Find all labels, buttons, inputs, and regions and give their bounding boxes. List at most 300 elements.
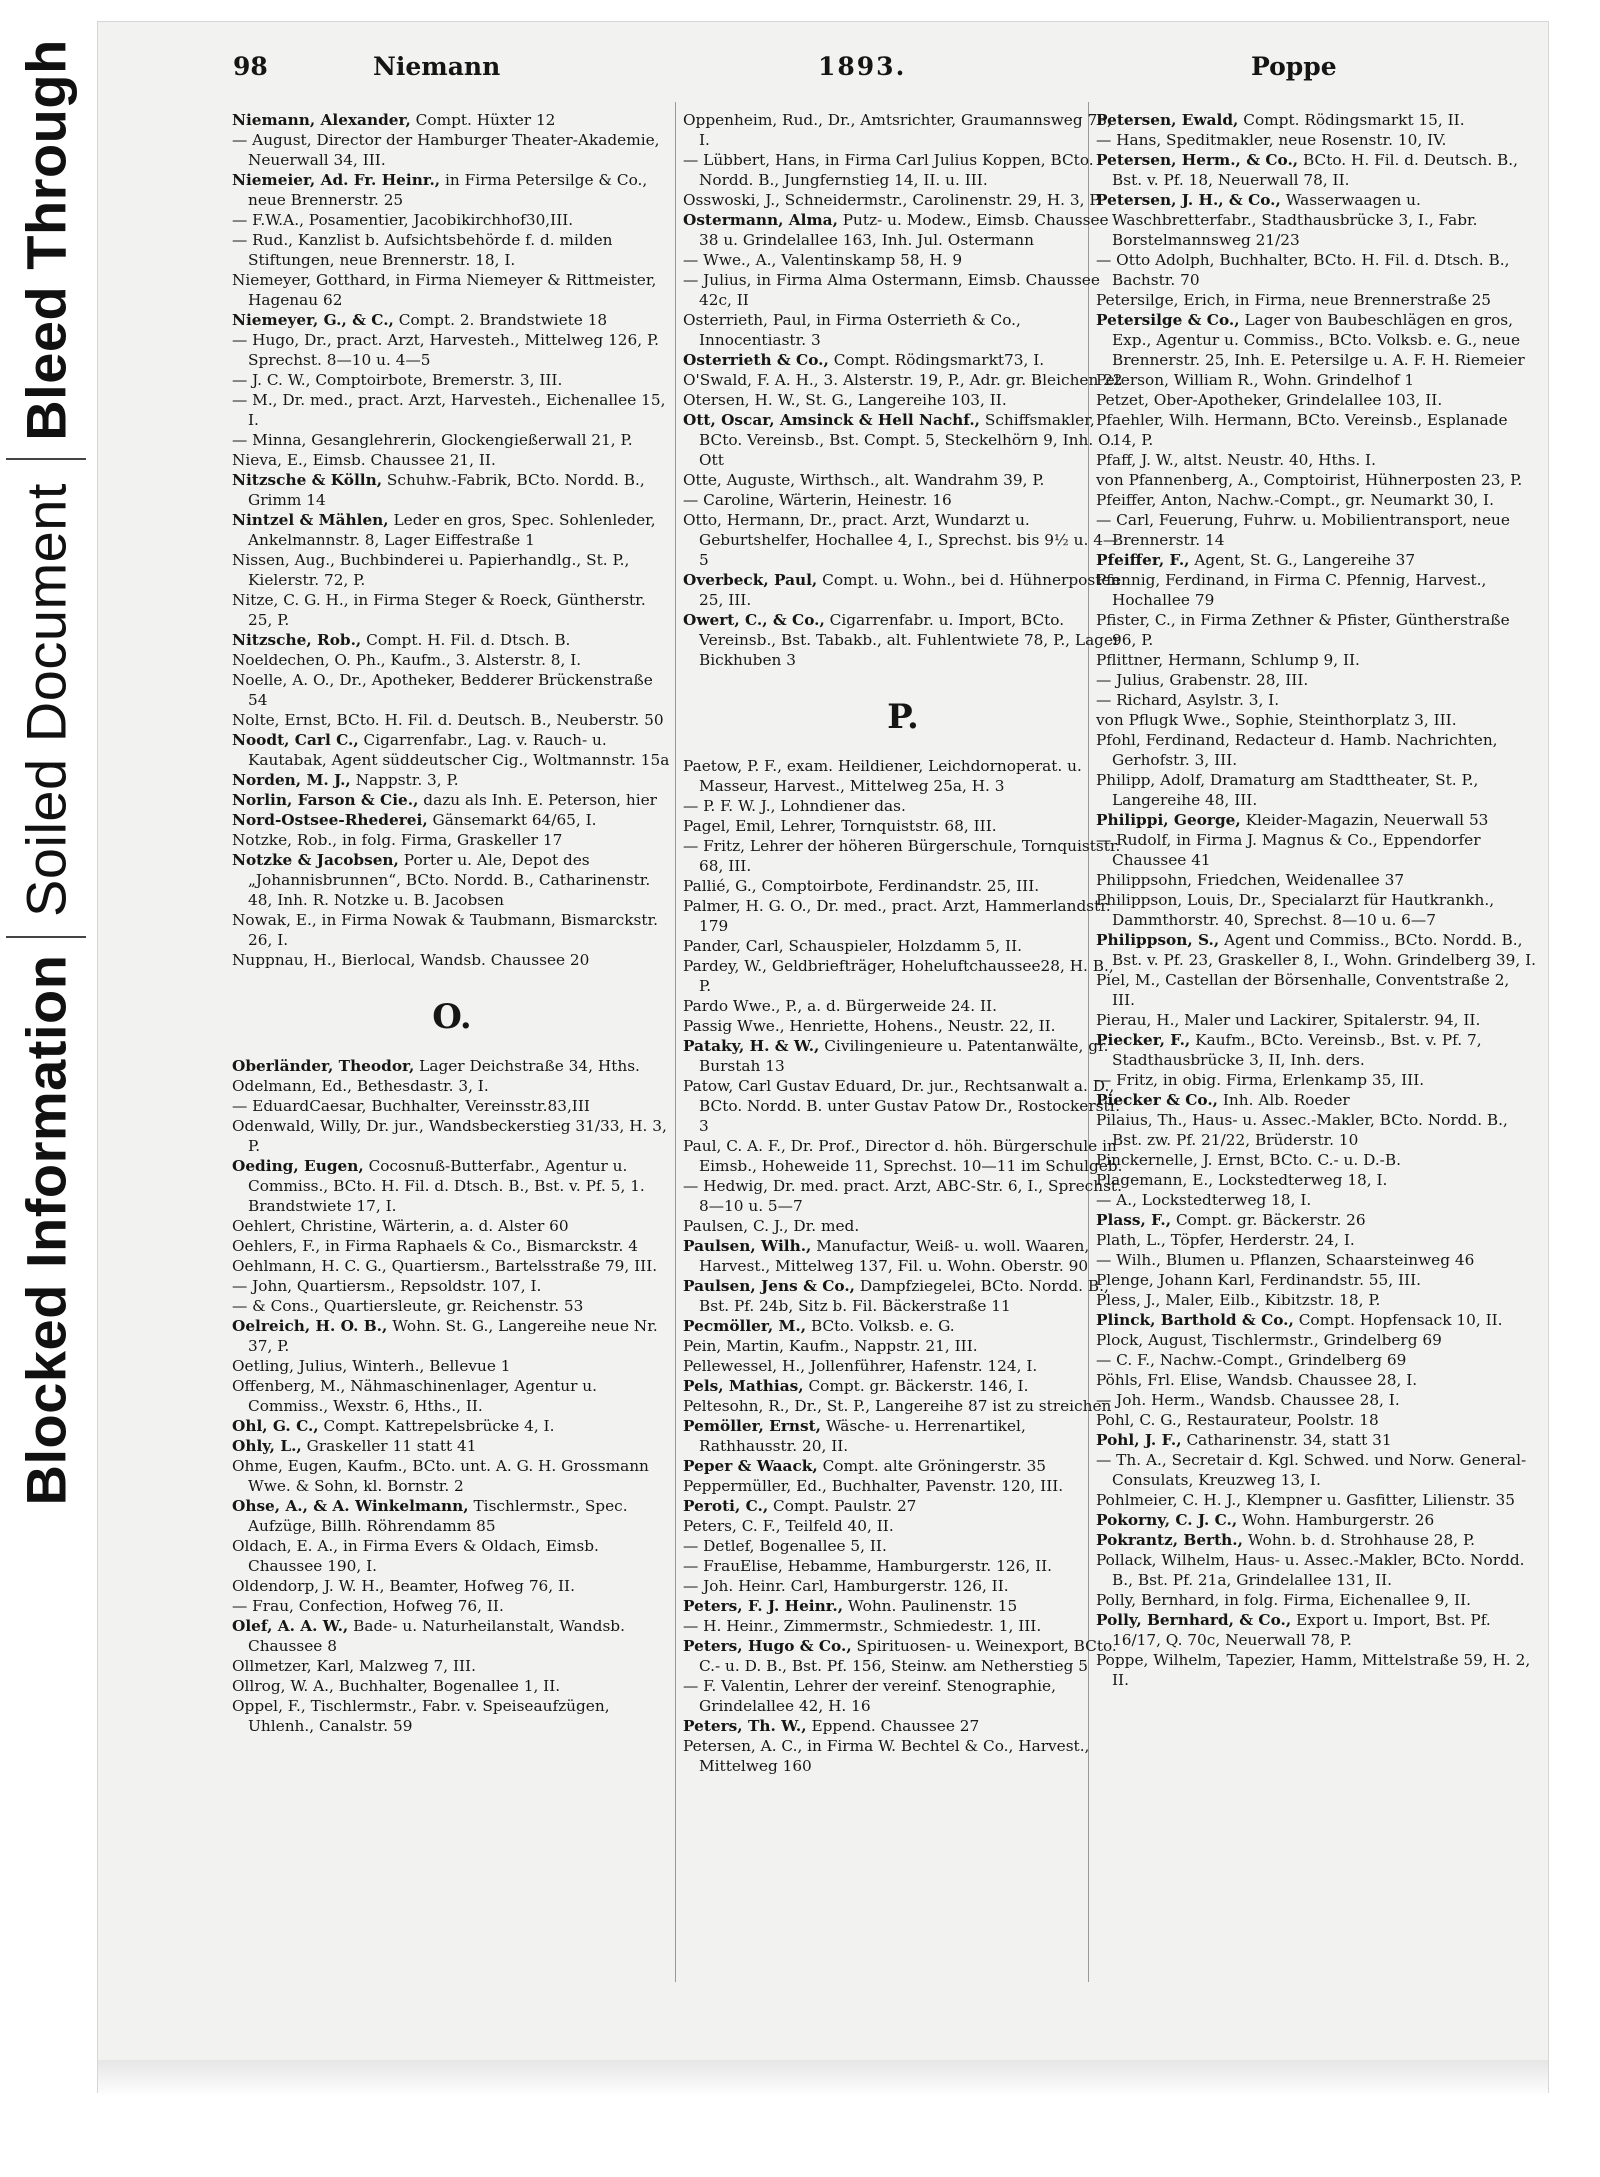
directory-entry bbox=[683, 270, 1123, 310]
entry-text: Nolte, Ernst, BCto. H. Fil. d. Deutsch. B., Neuberstr. 50 bbox=[232, 711, 664, 729]
entry-text: — Fritz, Lehrer der höheren Bürgerschule, Tornquiststr. 68, III. bbox=[683, 837, 1121, 875]
directory-entry bbox=[232, 210, 672, 230]
directory-entry bbox=[232, 1436, 672, 1456]
entry-name: Norden, M. J., bbox=[232, 771, 351, 789]
entry-text: Schuhw.-Fabrik, BCto. Nordd. B., Grimm 14 bbox=[248, 471, 645, 509]
directory-entry bbox=[232, 810, 672, 830]
entry-text: Otersen, H. W., St. G., Langereihe 103, II. bbox=[683, 391, 1007, 409]
entry-text: Compt. u. Wohn., bei d. Hühnerposten 25, III. bbox=[699, 571, 1121, 609]
entry-text: Ollrog, W. A., Buchhalter, Bogenallee 1, II. bbox=[232, 1677, 561, 1695]
directory-entry bbox=[232, 430, 672, 450]
entry-text: Agent, St. G., Langereihe 37 bbox=[1194, 551, 1416, 569]
directory-entry bbox=[683, 250, 1123, 270]
directory-entry bbox=[683, 1216, 1123, 1236]
entry-text: Tischlermstr., Spec. Aufzüge, Billh. Röhrendamm 85 bbox=[248, 1497, 628, 1535]
directory-entry bbox=[683, 876, 1123, 896]
entry-text: — Wilh., Blumen u. Pflanzen, Schaarsteinweg 46 bbox=[1096, 1251, 1475, 1269]
entry-text: Peters, C. F., Teilfeld 40, II. bbox=[683, 1517, 894, 1535]
entry-text: Porter u. Ale, Depot des „Johannisbrunnen“, BCto. Nordd. B., Catharinenstr. 48, Inh. R. Notzke u. B. Jacobsen bbox=[248, 851, 651, 909]
entry-text: Oehlert, Christine, Wärterin, a. d. Alster 60 bbox=[232, 1217, 569, 1235]
directory-entry bbox=[1096, 550, 1536, 570]
directory-entry bbox=[1096, 1270, 1536, 1290]
entry-text: Eppend. Chaussee 27 bbox=[811, 1717, 980, 1735]
entry-name: Peters, F. J. Heinr., bbox=[683, 1597, 844, 1615]
directory-entry bbox=[1096, 1230, 1536, 1250]
directory-entry bbox=[232, 1696, 672, 1736]
directory-entry bbox=[683, 1456, 1123, 1476]
entry-text: Compt. gr. Bäckerstr. 146, I. bbox=[808, 1377, 1029, 1395]
entry-text: von Pflugk Wwe., Sophie, Steinthorplatz 3, III. bbox=[1096, 711, 1457, 729]
entry-text: Petersilge, Erich, in Firma, neue Brennerstraße 25 bbox=[1096, 291, 1492, 309]
entry-text: Pfennig, Ferdinand, in Firma C. Pfennig, Harvest., Hochallee 79 bbox=[1096, 571, 1487, 609]
directory-entry bbox=[683, 470, 1123, 490]
directory-entry bbox=[232, 1416, 672, 1436]
entry-text: — P. F. W. J., Lohndiener das. bbox=[683, 797, 906, 815]
entry-text: Nitze, C. G. H., in Firma Steger & Roeck, Güntherstr. 25, P. bbox=[232, 591, 646, 629]
directory-entry bbox=[683, 956, 1123, 996]
directory-entry bbox=[232, 910, 672, 950]
entry-text: Pfohl, Ferdinand, Redacteur d. Hamb. Nachrichten, Gerhofstr. 3, III. bbox=[1096, 731, 1498, 769]
entry-text: Philipp, Adolf, Dramaturg am Stadttheater, St. P., Langereihe 48, III. bbox=[1096, 771, 1479, 809]
entry-text: Wohn. St. G., Langereihe neue Nr. 37, P. bbox=[248, 1317, 658, 1355]
directory-entry bbox=[232, 1116, 672, 1156]
directory-entry bbox=[232, 370, 672, 390]
entry-text: — Hugo, Dr., pract. Arzt, Harvestеh., Mittelweg 126, P. Sprechst. 8—10 u. 4—5 bbox=[232, 331, 660, 369]
entry-text: BCto. H. Fil. d. Deutsch. B., Bst. v. Pf. 18, Neuerwall 78, II. bbox=[1112, 151, 1519, 189]
directory-entry bbox=[683, 896, 1123, 936]
entry-text: Compt. alte Gröningerstr. 35 bbox=[822, 1457, 1047, 1475]
column-rule bbox=[675, 102, 676, 1982]
entry-name: Nitzsche & Kölln, bbox=[232, 471, 383, 489]
directory-entry bbox=[1096, 370, 1536, 390]
directory-entry bbox=[1096, 710, 1536, 730]
entry-name: Olef, A. A. W., bbox=[232, 1617, 349, 1635]
directory-entry bbox=[232, 730, 672, 770]
entry-text: Peppermüller, Ed., Buchhalter, Pavenstr. 120, III. bbox=[683, 1477, 1064, 1495]
header-year: 1893. bbox=[818, 52, 907, 81]
directory-entry bbox=[683, 1576, 1123, 1596]
entry-text: — August, Director der Hamburger Theater-Akademie, Neuerwall 34, III. bbox=[232, 131, 660, 169]
directory-entry bbox=[232, 1276, 672, 1296]
directory-entry bbox=[1096, 1330, 1536, 1350]
entry-name: Norlin, Farson & Cie., bbox=[232, 791, 419, 809]
directory-entry bbox=[1096, 870, 1536, 890]
entry-text: Pollack, Wilhelm, Haus- u. Assec.-Makler, BCto. Nordd. B., Bst. Pf. 21a, Grindelallee 131, II. bbox=[1096, 1551, 1525, 1589]
directory-entry bbox=[232, 550, 672, 590]
entry-text: Cigarrenfabr. u. Import, BCto. Vereinsb., Bst. Tabakb., alt. Fuhlentwiete 78, P., Lager Bickhuben 3 bbox=[699, 611, 1121, 669]
directory-entry bbox=[1096, 1310, 1536, 1330]
directory-entry bbox=[1096, 1170, 1536, 1190]
directory-entry bbox=[683, 370, 1123, 390]
entry-text: — EduardCaesar, Buchhalter, Vereinsstr.83,III bbox=[232, 1097, 590, 1115]
directory-entry bbox=[683, 1516, 1123, 1536]
entry-text: Wohn. Hamburgerstr. 26 bbox=[1242, 1511, 1435, 1529]
directory-entry bbox=[683, 1636, 1123, 1676]
directory-entry bbox=[1096, 1070, 1536, 1090]
entry-text: Polly, Bernhard, in folg. Firma, Eichenallee 9, II. bbox=[1096, 1591, 1471, 1609]
entry-text: Petersen, A. C., in Firma W. Bechtel & Co., Harvest., Mittelweg 160 bbox=[683, 1737, 1090, 1775]
directory-entry bbox=[683, 1716, 1123, 1736]
directory-entry bbox=[232, 790, 672, 810]
entry-text: Pohlmeier, C. H. J., Klempner u. Gasfitter, Lilienstr. 35 bbox=[1096, 1491, 1515, 1509]
entry-text: Ollmetzer, Karl, Malzweg 7, III. bbox=[232, 1657, 476, 1675]
directory-entry bbox=[232, 670, 672, 710]
entry-text: Patow, Carl Gustav Eduard, Dr. jur., Rechtsanwalt a. D., BCto. Nordd. B. unter Gustav Patow Dr., Rostockerstr. 3 bbox=[683, 1077, 1121, 1135]
entry-name: Niemeier, Ad. Fr. Heinr., bbox=[232, 171, 441, 189]
directory-entry bbox=[1096, 650, 1536, 670]
directory-entry bbox=[232, 850, 672, 910]
directory-entry bbox=[1096, 510, 1536, 550]
entry-text: Pohl, C. G., Restaurateur, Poolstr. 18 bbox=[1096, 1411, 1379, 1429]
entry-text: Compt. Kattrepelsbrücke 4, I. bbox=[323, 1417, 555, 1435]
entry-text: Lager von Baubeschlägen en gros, Exp., Agentur u. Commiss., BCto. Volksb. e. G., neue Brennerstr. 25, Inh. E. Petersilge u. A. F. H. Riemeier bbox=[1112, 311, 1525, 369]
directory-entry bbox=[1096, 1010, 1536, 1030]
entry-text: Odenwald, Willy, Dr. jur., Wandsbeckerstieg 31/33, H. 3, P. bbox=[232, 1117, 667, 1155]
entry-text: Paetow, P. F., exam. Heildiener, Leichdornoperat. u. Masseur, Harvest., Mittelweg 25a, H. 3 bbox=[683, 757, 1082, 795]
entry-text: Niemeyer, Gotthard, in Firma Niemeyer & Rittmeister, Hagenau 62 bbox=[232, 271, 657, 309]
document-page bbox=[98, 22, 1548, 2092]
directory-entry bbox=[683, 410, 1123, 470]
entry-text: Wohn. b. d. Strohhause 28, P. bbox=[1247, 1531, 1476, 1549]
entry-text: Putz- u. Modew., Eimsb. Chaussee 38 u. Grindelallee 163, Inh. Jul. Ostermann bbox=[699, 211, 1109, 249]
entry-name: Noodt, Carl C., bbox=[232, 731, 359, 749]
entry-text: — Carl, Feuerung, Fuhrw. u. Mobilientransport, neue Brennerstr. 14 bbox=[1096, 511, 1510, 549]
entry-text: — J. C. W., Comptoirbote, Bremerstr. 3, III. bbox=[232, 371, 563, 389]
entry-text: Cigarrenfabr., Lag. v. Rauch- u. Kautabak, Agent süddeutscher Cig., Woltmannstr. 15a bbox=[248, 731, 670, 769]
entry-name: Peroti, C., bbox=[683, 1497, 769, 1515]
directory-entry bbox=[683, 510, 1123, 570]
entry-text: Palmer, H. G. O., Dr. med., pract. Arzt, Hammerlandstr. 179 bbox=[683, 897, 1111, 935]
directory-entry bbox=[1096, 1030, 1536, 1070]
directory-entry bbox=[232, 1456, 672, 1496]
directory-entry bbox=[1096, 610, 1536, 650]
entry-name: Pels, Mathias, bbox=[683, 1377, 804, 1395]
entry-text: Pardey, W., Geldbriefträger, Hoheluftchaussee28, H. B., P. bbox=[683, 957, 1114, 995]
entry-text: — Fritz, in obig. Firma, Erlenkamp 35, III. bbox=[1096, 1071, 1425, 1089]
directory-entry bbox=[683, 1736, 1123, 1776]
entry-text: Peltesohn, R., Dr., St. P., Langereihe 87 ist zu streichen bbox=[683, 1397, 1112, 1415]
entry-text: Notzke, Rob., in folg. Firma, Graskeller 17 bbox=[232, 831, 563, 849]
directory-entry bbox=[683, 570, 1123, 610]
entry-text: Lager Deichstraße 34, Hths. bbox=[419, 1057, 640, 1075]
entry-text: Plagemann, E., Lockstedterweg 18, I. bbox=[1096, 1171, 1388, 1189]
directory-entry bbox=[1096, 1210, 1536, 1230]
directory-entry bbox=[683, 1336, 1123, 1356]
directory-entry bbox=[683, 936, 1123, 956]
page-bottom-edge bbox=[98, 2060, 1548, 2098]
entry-text: Poppe, Wilhelm, Tapezier, Hamm, Mittelstraße 59, H. 2, II. bbox=[1096, 1651, 1531, 1689]
directory-entry bbox=[1096, 1190, 1536, 1210]
directory-entry bbox=[1096, 410, 1536, 450]
directory-entry bbox=[1096, 690, 1536, 710]
entry-text: Export u. Import, Bst. Pf. 16/17, Q. 70c, Neuerwall 78, P. bbox=[1112, 1611, 1491, 1649]
entry-text: dazu als Inh. E. Peterson, hier bbox=[423, 791, 657, 809]
entry-text: in Firma Petersilge & Co., neue Brennerstr. 25 bbox=[248, 171, 648, 209]
entry-text: Compt. Paulstr. 27 bbox=[773, 1497, 917, 1515]
entry-text: — A., Lockstedterweg 18, I. bbox=[1096, 1191, 1312, 1209]
directory-entry bbox=[683, 1316, 1123, 1336]
directory-entry bbox=[1096, 1110, 1536, 1150]
directory-entry bbox=[683, 610, 1123, 670]
directory-entry bbox=[1096, 830, 1536, 870]
directory-entry bbox=[1096, 1350, 1536, 1370]
directory-entry bbox=[232, 1076, 672, 1096]
entry-name: Pataky, H. & W., bbox=[683, 1037, 820, 1055]
entry-text: Nappstr. 3, P. bbox=[355, 771, 459, 789]
entry-text: Compt. Hüxter 12 bbox=[415, 111, 556, 129]
entry-name: Overbeck, Paul, bbox=[683, 571, 818, 589]
entry-text: Nowak, E., in Firma Nowak & Taubmann, Bismarckstr. 26, I. bbox=[232, 911, 658, 949]
entry-text: Plath, L., Töpfer, Herderstr. 24, I. bbox=[1096, 1231, 1355, 1249]
entry-text: — Minna, Gesanglehrerin, Glockengießerwall 21, P. bbox=[232, 431, 633, 449]
directory-entry bbox=[232, 1316, 672, 1356]
label-blocked-information: Blocked Information bbox=[14, 954, 78, 1506]
directory-entry bbox=[683, 1016, 1123, 1036]
entry-name: Ohly, L., bbox=[232, 1437, 302, 1455]
entry-text: Ohme, Eugen, Kaufm., BCto. unt. A. G. H. Grossmann Wwe. & Sohn, kl. Bornstr. 2 bbox=[232, 1457, 649, 1495]
directory-column-2 bbox=[683, 110, 1123, 1970]
entry-text: Dampfziegelei, BCto. Nordd. B., Bst. Pf. 24b, Sitz b. Fil. Bäckerstraße 11 bbox=[699, 1277, 1109, 1315]
entry-text: — Rudolf, in Firma J. Magnus & Co., Eppendorfer Chaussee 41 bbox=[1096, 831, 1481, 869]
directory-entry bbox=[683, 490, 1123, 510]
directory-entry bbox=[232, 1056, 672, 1076]
entry-name: Petersen, Ewald, bbox=[1096, 111, 1239, 129]
directory-entry bbox=[683, 1416, 1123, 1456]
directory-entry bbox=[232, 590, 672, 630]
entry-text: BCto. Volksb. e. G. bbox=[810, 1317, 955, 1335]
directory-entry bbox=[683, 150, 1123, 190]
entry-text: Pless, J., Maler, Eilb., Kibitzstr. 18, P. bbox=[1096, 1291, 1381, 1309]
entry-text: O'Swald, F. A. H., 3. Alsterstr. 19, P., Adr. gr. Bleichen 22 bbox=[683, 371, 1123, 389]
entry-text: Gänsemarkt 64/65, I. bbox=[432, 811, 597, 829]
directory-entry bbox=[232, 1216, 672, 1236]
entry-name: Nintzel & Mählen, bbox=[232, 511, 389, 529]
directory-entry bbox=[1096, 1370, 1536, 1390]
entry-text: Pallié, G., Comptoirbote, Ferdinandstr. 25, III. bbox=[683, 877, 1040, 895]
directory-entry bbox=[232, 630, 672, 650]
directory-entry bbox=[1096, 1510, 1536, 1530]
entry-text: — Rud., Kanzlist b. Aufsichtsbehörde f. d. milden Stiftungen, neue Brennerstr. 18, I. bbox=[232, 231, 613, 269]
entry-text: Inh. Alb. Roeder bbox=[1222, 1091, 1350, 1109]
entry-name: Niemeyer, G., & C., bbox=[232, 311, 394, 329]
entry-text: Noeldechen, O. Ph., Kaufm., 3. Alsterstr. 8, I. bbox=[232, 651, 582, 669]
directory-entry bbox=[683, 1076, 1123, 1136]
sidebar-divider bbox=[6, 936, 86, 938]
entry-name: Petersen, J. H., & Co., bbox=[1096, 191, 1281, 209]
entry-name: Philippson, S., bbox=[1096, 931, 1220, 949]
entry-text: Pfeiffer, Anton, Nachw.-Compt., gr. Neumarkt 30, I. bbox=[1096, 491, 1494, 509]
entry-name: Plass, F., bbox=[1096, 1211, 1172, 1229]
directory-entry bbox=[1096, 810, 1536, 830]
entry-text: Pöhls, Frl. Elise, Wandsb. Chaussee 28, I. bbox=[1096, 1371, 1418, 1389]
entry-text: Catharinenstr. 34, statt 31 bbox=[1186, 1431, 1392, 1449]
directory-entry bbox=[232, 1616, 672, 1656]
directory-entry bbox=[683, 1276, 1123, 1316]
entry-text: Nieva, E., Eimsb. Chaussee 21, II. bbox=[232, 451, 496, 469]
header-last-name: Poppe bbox=[1251, 52, 1337, 81]
entry-text: Compt. 2. Brandstwiete 18 bbox=[398, 311, 608, 329]
entry-text: Pfister, C., in Firma Zethner & Pfister, Güntherstraße 96, P. bbox=[1096, 611, 1510, 649]
directory-entry bbox=[683, 1036, 1123, 1076]
directory-entry bbox=[1096, 890, 1536, 930]
entry-name: Pfeiffer, F., bbox=[1096, 551, 1190, 569]
directory-entry bbox=[232, 270, 672, 310]
entry-text: — Julius, Grabenstr. 28, III. bbox=[1096, 671, 1309, 689]
entry-text: Oehlers, F., in Firma Raphaels & Co., Bismarckstr. 4 bbox=[232, 1237, 638, 1255]
entry-name: Osterrieth & Co., bbox=[683, 351, 829, 369]
directory-entry bbox=[1096, 730, 1536, 770]
directory-entry bbox=[1096, 1550, 1536, 1590]
directory-entry bbox=[232, 1376, 672, 1416]
directory-entry bbox=[232, 1596, 672, 1616]
entry-text: — F.W.A., Posamentier, Jacobikirchhof30,III. bbox=[232, 211, 574, 229]
entry-text: Paul, C. A. F., Dr. Prof., Director d. höh. Bürgerschule in Eimsb., Hoheweide 11, Sprechst. 10—11 im Schulgeb. bbox=[683, 1137, 1123, 1175]
entry-text: Pein, Martin, Kaufm., Nappstr. 21, III. bbox=[683, 1337, 978, 1355]
entry-name: Petersilge & Co., bbox=[1096, 311, 1240, 329]
entry-text: — Caroline, Wärterin, Heinestr. 16 bbox=[683, 491, 952, 509]
entry-name: Philippi, George, bbox=[1096, 811, 1241, 829]
directory-entry bbox=[232, 470, 672, 510]
sidebar-labels bbox=[0, 0, 92, 2177]
directory-entry bbox=[232, 1656, 672, 1676]
entry-name: Peters, Th. W., bbox=[683, 1717, 807, 1735]
directory-entry bbox=[1096, 1430, 1536, 1450]
directory-entry bbox=[683, 190, 1123, 210]
running-header bbox=[98, 52, 1548, 96]
entry-text: Offenberg, M., Nähmaschinenlager, Agentur u. Commiss., Wexstr. 6, Hths., II. bbox=[232, 1377, 597, 1415]
entry-name: Peters, Hugo & Co., bbox=[683, 1637, 852, 1655]
directory-entry bbox=[683, 1176, 1123, 1216]
directory-entry bbox=[232, 1676, 672, 1696]
entry-text: — Julius, in Firma Alma Ostermann, Eimsb. Chaussee 42c, II bbox=[683, 271, 1100, 309]
directory-entry bbox=[1096, 1450, 1536, 1490]
directory-entry bbox=[232, 830, 672, 850]
label-bleed-through: Bleed Through bbox=[14, 39, 78, 441]
entry-text: Leder en gros, Spec. Sohlenleder, Ankelmannstr. 8, Lager Eiffestraße 1 bbox=[248, 511, 656, 549]
entry-text: Plock, August, Tischlermstr., Grindelberg 69 bbox=[1096, 1331, 1442, 1349]
entry-name: Pokorny, C. J. C., bbox=[1096, 1511, 1238, 1529]
directory-entry bbox=[683, 1376, 1123, 1396]
entry-name: Piecker, F., bbox=[1096, 1031, 1191, 1049]
entry-text: — John, Quartiersm., Repsoldstr. 107, I. bbox=[232, 1277, 542, 1295]
entry-text: Compt. Hopfensack 10, II. bbox=[1298, 1311, 1503, 1329]
directory-entry bbox=[232, 1356, 672, 1376]
directory-entry bbox=[232, 1296, 672, 1316]
entry-text: Noelle, A. O., Dr., Apotheker, Bedderer Brückenstraße 54 bbox=[232, 671, 653, 709]
directory-entry bbox=[232, 330, 672, 370]
entry-text: Bade- u. Naturheilanstalt, Wandsb. Chaussee 8 bbox=[248, 1617, 625, 1655]
directory-entry bbox=[683, 996, 1123, 1016]
entry-text: — H. Heinr., Zimmermstr., Schmiedestr. 1, III. bbox=[683, 1617, 1042, 1635]
entry-text: — & Cons., Quartiersleute, gr. Reichenstr. 53 bbox=[232, 1297, 584, 1315]
directory-entry bbox=[1096, 450, 1536, 470]
entry-text: — Th. A., Secretair d. Kgl. Schwed. und Norw. General-Consulats, Kreuzweg 13, I. bbox=[1096, 1451, 1527, 1489]
directory-entry bbox=[683, 1556, 1123, 1576]
entry-text: — Otto Adolph, Buchhalter, BCto. H. Fil. d. Dtsch. B., Bachstr. 70 bbox=[1096, 251, 1510, 289]
directory-entry bbox=[1096, 470, 1536, 490]
entry-text: Manufactur, Weiß- u. woll. Waaren, Harvest., Mittelweg 137, Fil. u. Wohn. Oberstr. 90 bbox=[699, 1237, 1090, 1275]
entry-text: Oldendorp, J. W. H., Beamter, Hofweg 76, II. bbox=[232, 1577, 575, 1595]
directory-entry bbox=[1096, 1410, 1536, 1430]
directory-entry bbox=[1096, 1290, 1536, 1310]
entry-name: Pokrantz, Berth., bbox=[1096, 1531, 1243, 1549]
entry-text: Peterson, William R., Wohn. Grindelhof 1 bbox=[1096, 371, 1415, 389]
directory-entry bbox=[232, 390, 672, 430]
entry-name: Paulsen, Wilh., bbox=[683, 1237, 812, 1255]
entry-text: Kleider-Magazin, Neuerwall 53 bbox=[1245, 811, 1489, 829]
entry-name: Pemöller, Ernst, bbox=[683, 1417, 822, 1435]
directory-entry bbox=[232, 950, 672, 970]
directory-entry bbox=[232, 510, 672, 550]
section-letter: O. bbox=[432, 997, 472, 1037]
entry-text: — M., Dr. med., pract. Arzt, Harvesteh., Eichenallee 15, I. bbox=[232, 391, 666, 429]
directory-entry bbox=[1096, 1490, 1536, 1510]
directory-entry bbox=[683, 816, 1123, 836]
entry-text: Odelmann, Ed., Bethesdastr. 3, I. bbox=[232, 1077, 489, 1095]
entry-text: Osswoski, J., Schneidermstr., Carolinenstr. 29, H. 3, P. bbox=[683, 191, 1102, 209]
directory-entry bbox=[232, 450, 672, 470]
entry-text: — FrauElise, Hebamme, Hamburgerstr. 126, II. bbox=[683, 1557, 1053, 1575]
directory-entry bbox=[683, 796, 1123, 816]
entry-text: Graskeller 11 statt 41 bbox=[306, 1437, 477, 1455]
entry-text: Piel, M., Castellan der Börsenhalle, Conventstraße 2, III. bbox=[1096, 971, 1510, 1009]
entry-name: Peper & Waack, bbox=[683, 1457, 818, 1475]
directory-entry bbox=[1096, 570, 1536, 610]
entry-text: Spirituosen- u. Weinexport, BCto. C.- u. D. B., Bst. Pf. 156, Steinw. am Netherstieg 5 bbox=[699, 1637, 1117, 1675]
directory-entry bbox=[232, 1576, 672, 1596]
entry-text: Otte, Auguste, Wirthsch., alt. Wandrahm 39, P. bbox=[683, 471, 1045, 489]
entry-text: Osterrieth, Paul, in Firma Osterrieth & Co., Innocentiastr. 3 bbox=[683, 311, 1021, 349]
entry-name: Ohl, G. C., bbox=[232, 1417, 319, 1435]
entry-text: Pinckernelle, J. Ernst, BCto. C.- u. D.-B. bbox=[1096, 1151, 1401, 1169]
entry-text: Pflittner, Hermann, Schlump 9, II. bbox=[1096, 651, 1360, 669]
entry-text: — Hedwig, Dr. med. pract. Arzt, ABC-Str. 6, I., Sprechst. 8—10 u. 5—7 bbox=[683, 1177, 1122, 1215]
directory-entry bbox=[1096, 1590, 1536, 1610]
directory-entry bbox=[232, 650, 672, 670]
directory-entry bbox=[232, 1496, 672, 1536]
header-first-name: Niemann bbox=[373, 52, 501, 81]
entry-text: Petzet, Ober-Apotheker, Grindelallee 103, II. bbox=[1096, 391, 1443, 409]
entry-text: Cocosnuß-Butterfabr., Agentur u. Commiss., BCto. H. Fil. d. Dtsch. B., Bst. v. Pf. 5, 1. Brandstwiete 17, I. bbox=[248, 1157, 645, 1215]
directory-entry bbox=[1096, 770, 1536, 810]
entry-name: Notzke & Jacobsen, bbox=[232, 851, 399, 869]
entry-name: Nord-Ostsee-Rhederei, bbox=[232, 811, 428, 829]
directory-entry bbox=[232, 1536, 672, 1576]
entry-text: Compt. Rödingsmarkt73, I. bbox=[833, 351, 1045, 369]
entry-text: Wasserwaagen u. Waschbretterfabr., Stadthausbrücke 3, I., Fabr. Borstelmannsweg 21/23 bbox=[1112, 191, 1478, 249]
directory-entry bbox=[1096, 110, 1536, 130]
directory-entry bbox=[1096, 1530, 1536, 1550]
directory-entry bbox=[1096, 290, 1536, 310]
entry-text: Pardo Wwe., P., a. d. Bürgerweide 24. II. bbox=[683, 997, 997, 1015]
entry-text: Compt. H. Fil. d. Dtsch. B. bbox=[366, 631, 571, 649]
directory-column-3 bbox=[1096, 110, 1536, 1970]
directory-entry bbox=[1096, 1250, 1536, 1270]
directory-entry bbox=[1096, 930, 1536, 970]
directory-entry bbox=[1096, 1650, 1536, 1690]
entry-text: Pierau, H., Maler und Lackirer, Spitalerstr. 94, II. bbox=[1096, 1011, 1481, 1029]
entry-text: Otto, Hermann, Dr., pract. Arzt, Wundarzt u. Geburtshelfer, Hochallee 4, I., Sprechst. bis 9½ u. 4—5 bbox=[683, 511, 1119, 569]
entry-text: von Pfannenberg, A., Comptoirist, Hühnerposten 23, P. bbox=[1096, 471, 1523, 489]
entry-text: — Hans, Speditmakler, neue Rosenstr. 10, IV. bbox=[1096, 131, 1447, 149]
entry-text: — F. Valentin, Lehrer der vereinf. Stenographie, Grindelallee 42, H. 16 bbox=[683, 1677, 1056, 1715]
entry-text: Philippson, Louis, Dr., Specialarzt für Hautkrankh., Dammthorstr. 40, Sprechst. 8—10 u. 6—7 bbox=[1096, 891, 1495, 929]
entry-text: Oetling, Julius, Winterh., Bellevue 1 bbox=[232, 1357, 511, 1375]
directory-entry bbox=[683, 110, 1123, 150]
entry-name: Plinck, Barthold & Co., bbox=[1096, 1311, 1294, 1329]
entry-text: Schiffsmakler, BCto. Vereinsb., Bst. Compt. 5, Steckelhörn 9, Inh. O. Ott bbox=[699, 411, 1115, 469]
directory-entry bbox=[1096, 670, 1536, 690]
